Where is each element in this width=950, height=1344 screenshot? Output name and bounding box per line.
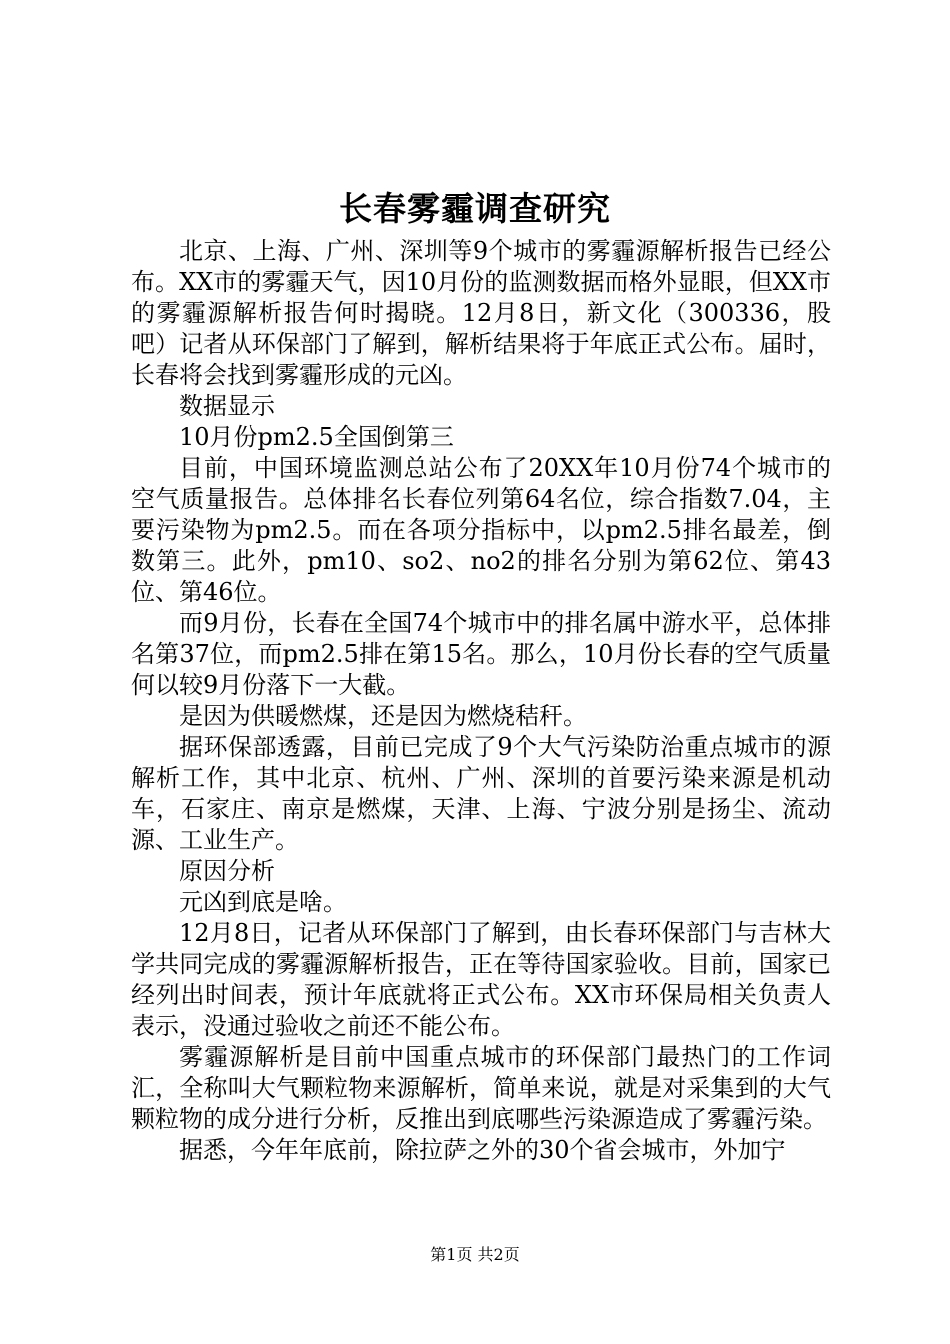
- paragraph-subheading-pm25: 10月份pm2.5全国倒第三: [179, 423, 454, 451]
- page-number-footer: 第1页 共2页: [430, 1245, 520, 1264]
- paragraph-definition: 雾霾源解析是目前中国重点城市的环保部门最热门的工作词汇，全称叫大气颗粒物来源解析，简单来说，就是对采集到的大气颗粒物的成分进行分析，反推出到底哪些污染源造成了雾霾污染。: [131, 1043, 831, 1133]
- document-title: 长春雾霾调查研究: [339, 189, 611, 228]
- paragraph-source-analysis: 据环保部透露，目前已完成了9个大气污染防治重点城市的源解析工作，其中北京、杭州、广州、深圳的首要污染来源是机动车，石家庄、南京是燃煤，天津、上海、宁波分别是扬尘、流动源、工业生产。: [131, 733, 831, 854]
- paragraph-september-ranking: 而9月份，长春在全国74个城市中的排名属中游水平，总体排名第37位，而pm2.5排在第15名。那么，10月份长春的空气质量何以较9月份落下一大截。: [131, 609, 831, 699]
- paragraph-question: 是因为供暖燃煤，还是因为燃烧秸秆。: [179, 702, 587, 730]
- paragraph-air-quality-report: 目前，中国环境监测总站公布了20XX年10月份74个城市的空气质量报告。总体排名长春位列第64名位，综合指数7.04，主要污染物为pm2.5。而在各项分指标中，以pm2.5排名最差，倒数第三。此外，pm10、so2、no2的排名分别为第62位、第43位、第46位。: [131, 454, 831, 606]
- paragraph-section-cause: 原因分析: [179, 857, 275, 885]
- paragraph-subheading-culprit: 元凶到底是啥。: [179, 888, 347, 916]
- paragraph-continuation: 据悉，今年年底前，除拉萨之外的30个省会城市，外加宁: [179, 1136, 786, 1164]
- paragraph-intro: 北京、上海、广州、深圳等9个城市的雾霾源解析报告已经公布。XX市的雾霾天气，因10月份的监测数据而格外显眼，但XX市的雾霾源解析报告何时揭晓。12月8日，新文化（300336，股吧）记者从环保部门了解到，解析结果将于年底正式公布。届时，长春将会找到雾霾形成的元凶。: [131, 237, 831, 389]
- paragraph-report-status: 12月8日，记者从环保部门了解到，由长春环保部门与吉林大学共同完成的雾霾源解析报告，正在等待国家验收。目前，国家已经列出时间表，预计年底就将正式公布。XX市环保局相关负责人表示，没通过验收之前还不能公布。: [131, 919, 831, 1040]
- paragraph-section-data: 数据显示: [179, 392, 275, 420]
- document-body: [131, 236, 831, 1166]
